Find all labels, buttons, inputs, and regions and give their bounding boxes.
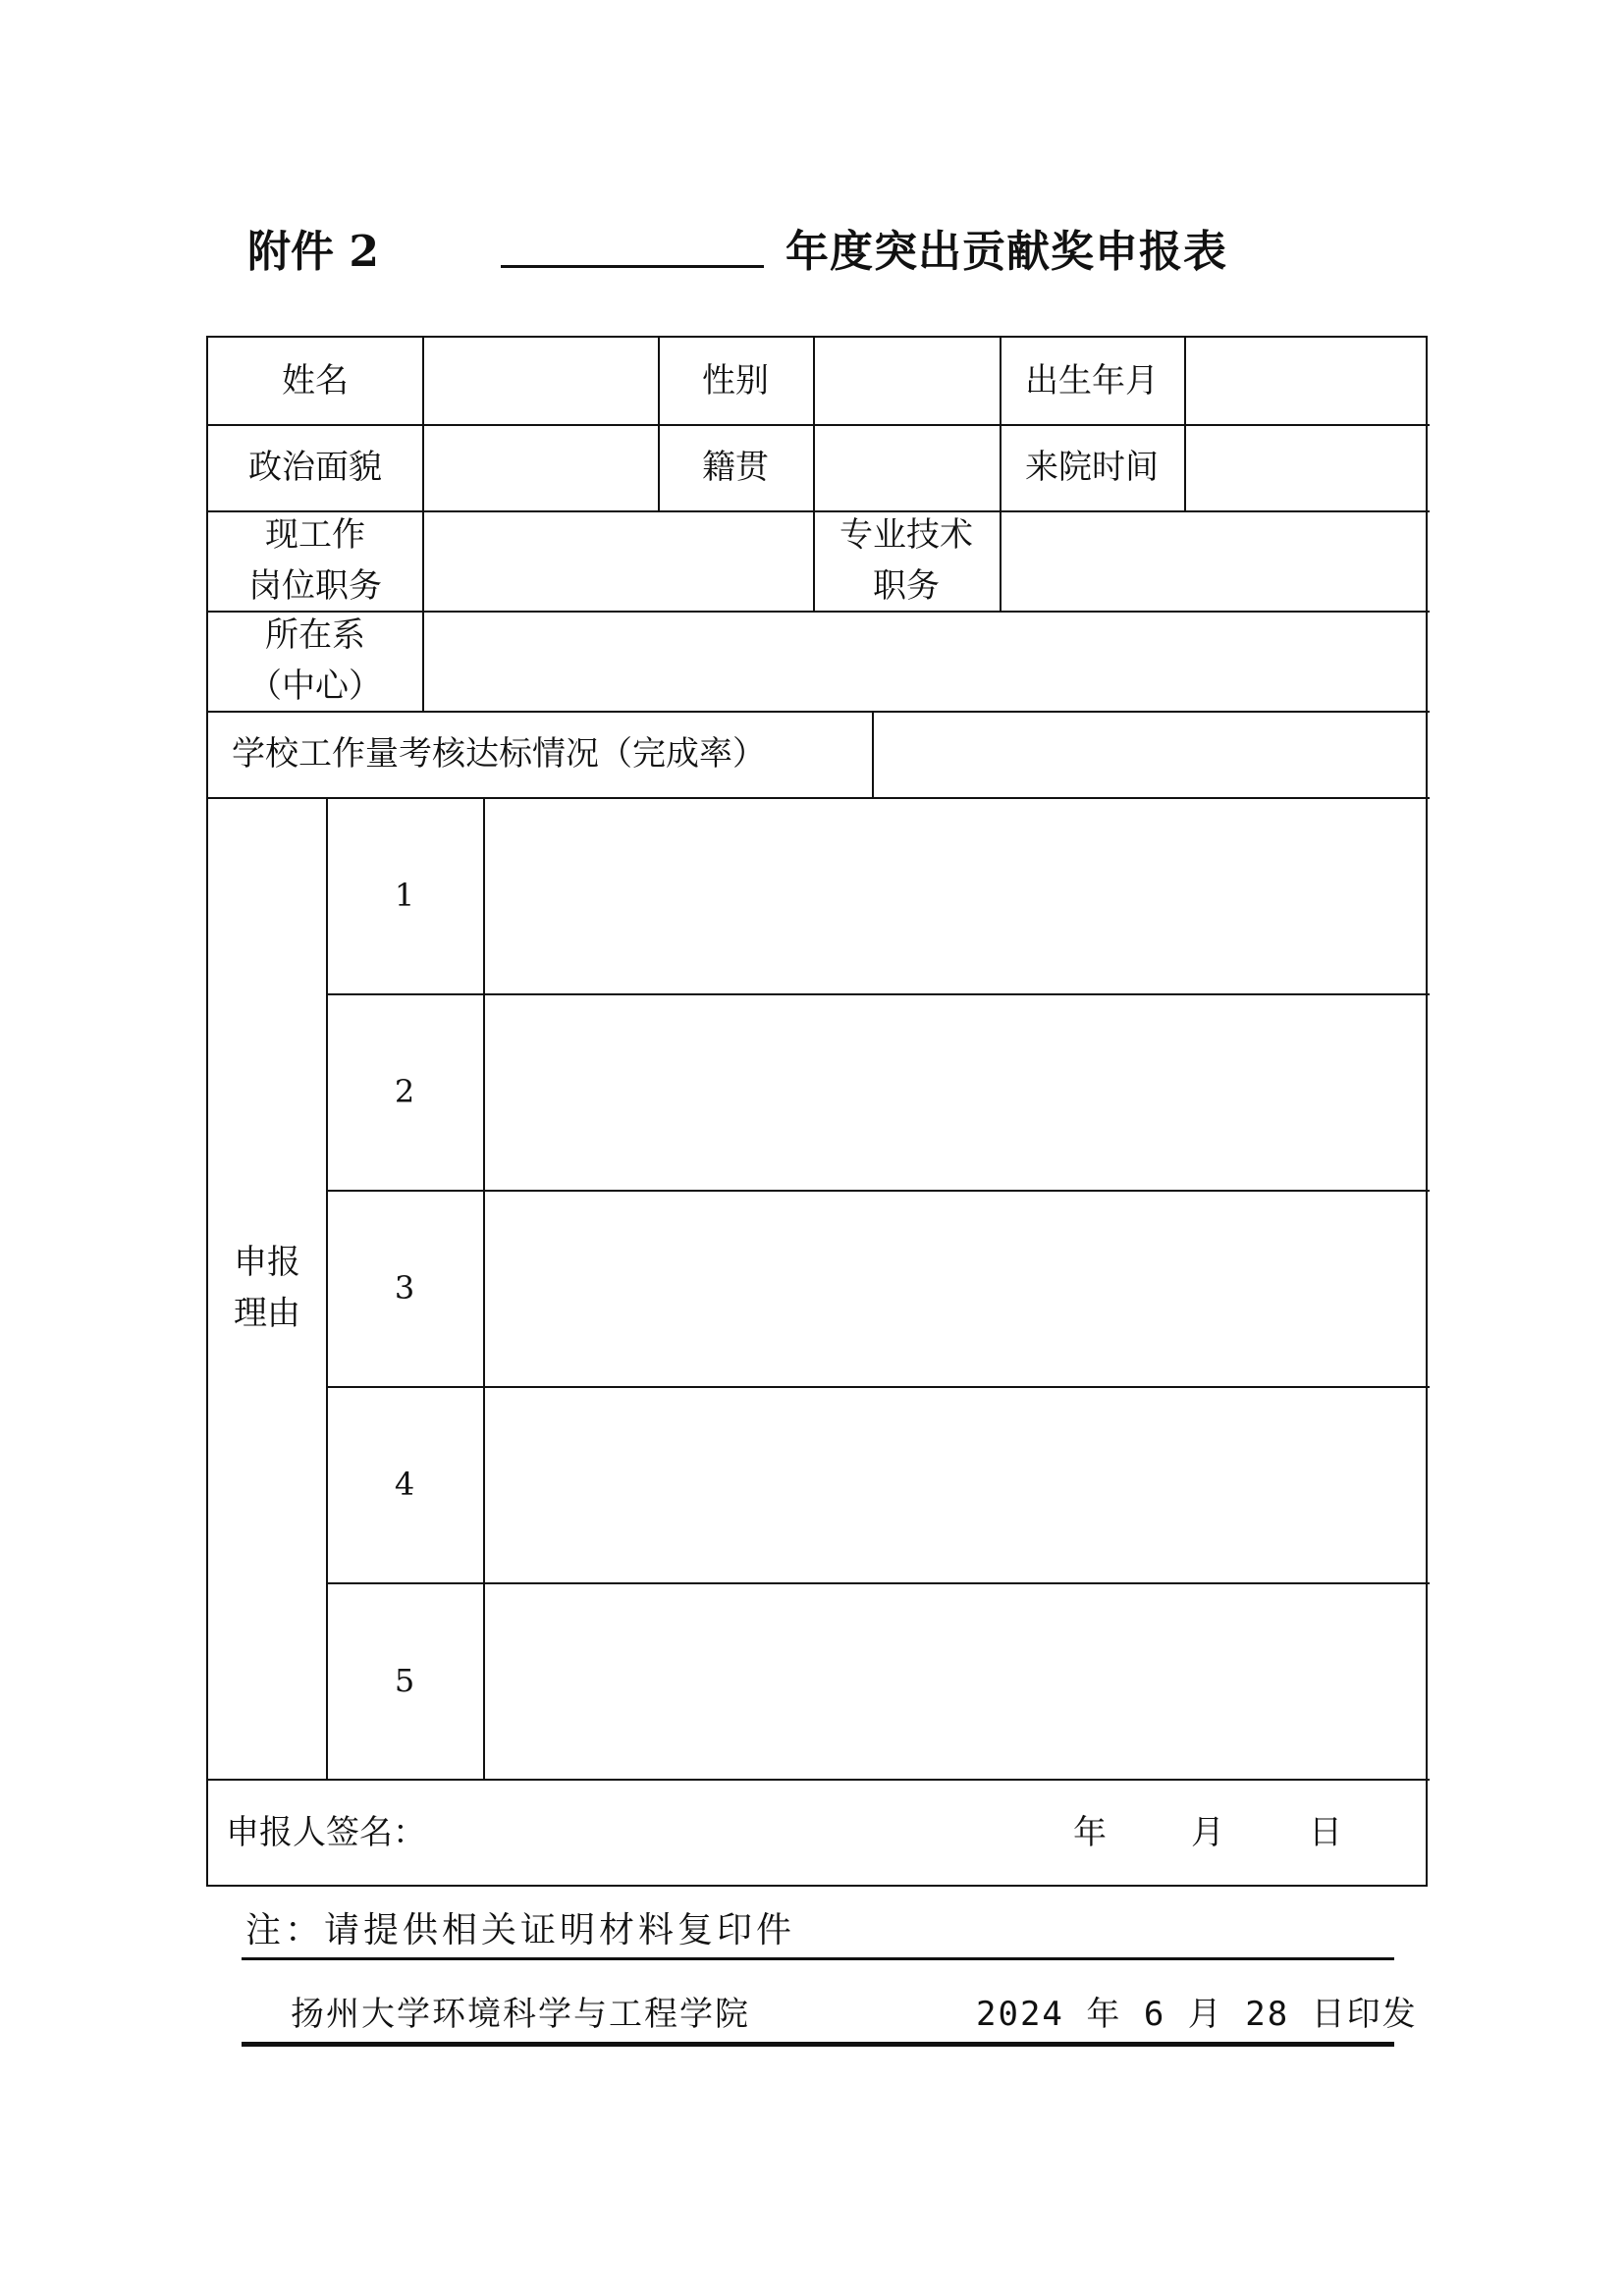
join-date-field[interactable] bbox=[1186, 424, 1428, 510]
current-position-label-line2: 岗位职务 bbox=[248, 566, 382, 606]
reason-number: 3 bbox=[394, 1269, 415, 1307]
department-field[interactable] bbox=[424, 611, 1428, 711]
reason-number: 2 bbox=[394, 1073, 415, 1110]
reason-number: 4 bbox=[394, 1466, 415, 1503]
signature-month-label: 月 bbox=[1191, 1813, 1224, 1852]
issue-date: 2024 年 6 月 28 日印发 bbox=[976, 1995, 1418, 2034]
signature-day-label: 日 bbox=[1309, 1813, 1342, 1852]
birth-date-label: 出生年月 bbox=[1025, 361, 1159, 400]
year-blank-field[interactable] bbox=[501, 265, 764, 268]
department-label bbox=[208, 611, 422, 711]
signature-label: 申报人签名： bbox=[226, 1813, 426, 1852]
footer-rule-bottom bbox=[242, 2042, 1394, 2047]
publisher: 扬州大学环境科学与工程学院 bbox=[291, 1995, 750, 2034]
gender-label: 性别 bbox=[702, 361, 769, 400]
reason-field-1[interactable] bbox=[485, 797, 1428, 993]
current-position-label bbox=[208, 510, 422, 611]
professional-title-label bbox=[813, 510, 1000, 611]
native-place-label: 籍贯 bbox=[702, 448, 769, 487]
gender-field[interactable] bbox=[815, 338, 1000, 424]
native-place-field[interactable] bbox=[815, 424, 1000, 510]
signature-field[interactable] bbox=[660, 1781, 1210, 1885]
name-field[interactable] bbox=[424, 338, 658, 424]
workload-label: 学校工作量考核达标情况（完成率） bbox=[232, 734, 766, 774]
form-title: 年度突出贡献奖申报表 bbox=[785, 227, 1227, 277]
reason-number: 5 bbox=[394, 1662, 415, 1699]
political-status-label: 政治面貌 bbox=[248, 448, 382, 487]
reasons-label bbox=[208, 797, 326, 1779]
current-position-field[interactable] bbox=[424, 510, 813, 611]
department-label-line1: 所在系 bbox=[265, 615, 365, 655]
current-position-label-line1: 现工作 bbox=[265, 515, 365, 555]
footer-rule-top bbox=[242, 1957, 1394, 1960]
title-row bbox=[0, 204, 1624, 277]
reasons-label-line2: 理由 bbox=[234, 1294, 300, 1333]
birth-date-field[interactable] bbox=[1186, 338, 1428, 424]
department-label-line2: （中心） bbox=[248, 667, 382, 706]
signature-year-label: 年 bbox=[1073, 1813, 1107, 1852]
workload-field[interactable] bbox=[874, 711, 1428, 797]
reason-field-5[interactable] bbox=[485, 1582, 1428, 1779]
reason-field-4[interactable] bbox=[485, 1386, 1428, 1582]
join-date-label: 来院时间 bbox=[1025, 448, 1159, 487]
application-form-table bbox=[206, 336, 1428, 1887]
reasons-label-line1: 申报 bbox=[234, 1243, 300, 1282]
reason-number: 1 bbox=[394, 877, 415, 914]
professional-title-label-line2: 职务 bbox=[873, 566, 940, 606]
name-label: 姓名 bbox=[282, 361, 349, 400]
political-status-field[interactable] bbox=[424, 424, 658, 510]
professional-title-field[interactable] bbox=[1001, 510, 1428, 611]
reason-field-3[interactable] bbox=[485, 1190, 1428, 1386]
reason-field-2[interactable] bbox=[485, 993, 1428, 1190]
professional-title-label-line1: 专业技术 bbox=[839, 515, 973, 555]
footnote: 注：请提供相关证明材料复印件 bbox=[245, 1910, 796, 1950]
attachment-label: 附件 2 bbox=[247, 227, 379, 277]
